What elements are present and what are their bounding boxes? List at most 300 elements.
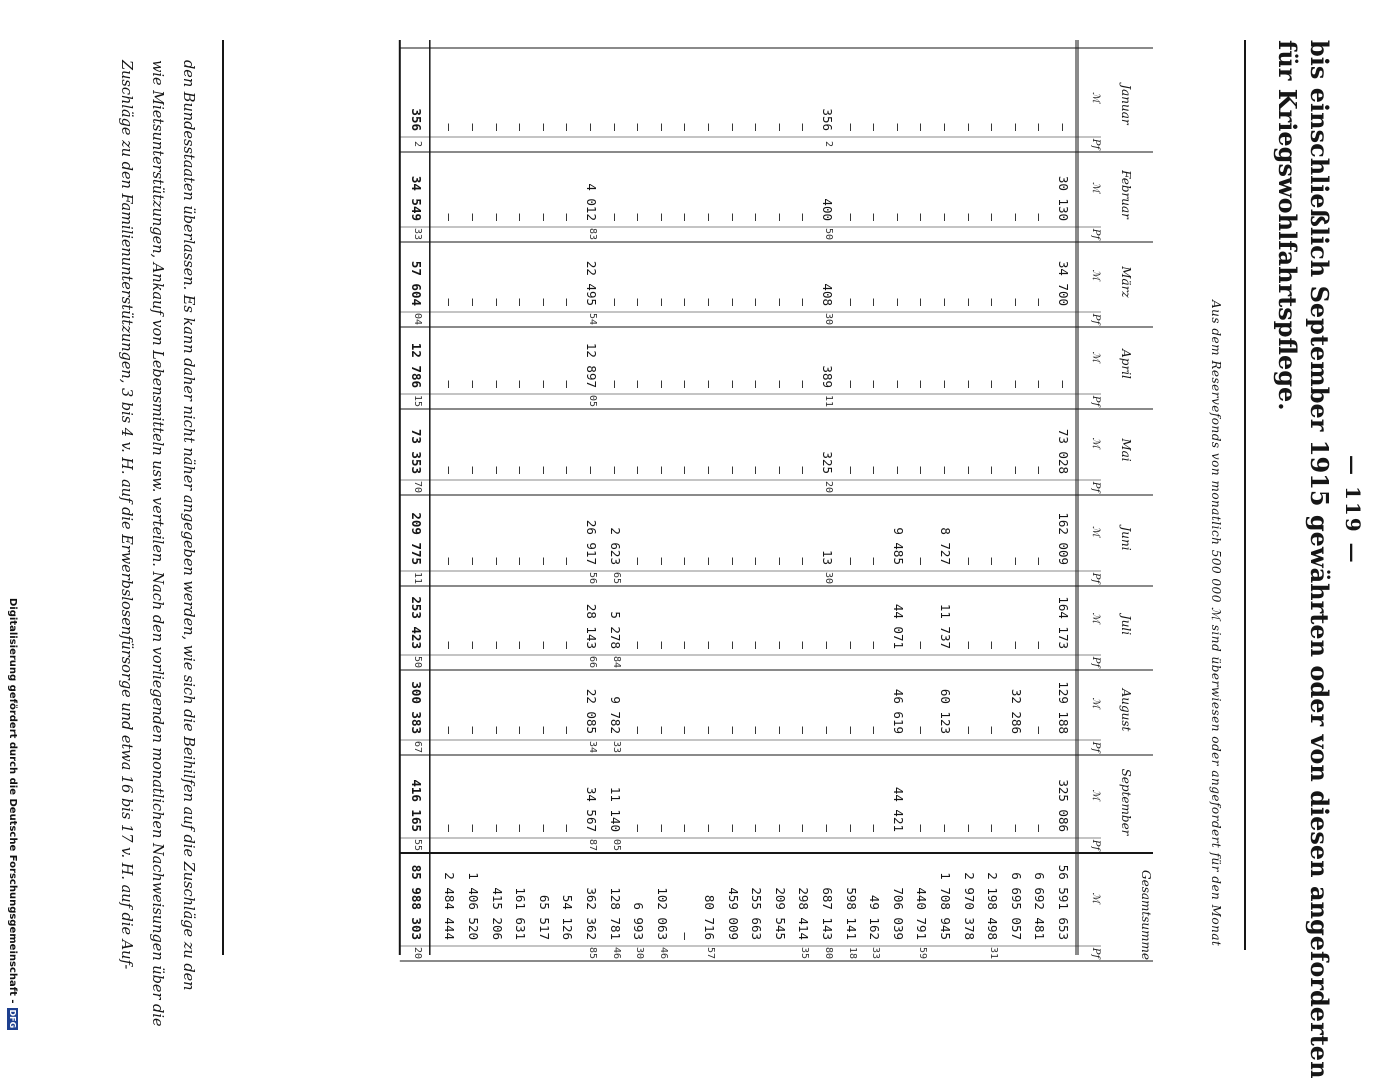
total-cell: 416 165	[408, 779, 424, 832]
table-cell: —	[890, 213, 906, 221]
month-header-5: Mai	[1119, 438, 1133, 462]
table-cell: —	[678, 932, 694, 940]
table-cell: —	[607, 123, 623, 131]
table-cell: —	[843, 213, 859, 221]
table-cell: —	[654, 380, 670, 388]
table-cell: 32 286	[1008, 688, 1024, 734]
table-cell: —	[961, 123, 977, 131]
table-cell: —	[702, 641, 717, 649]
table-cell-pf: 31	[988, 946, 1000, 960]
table-cell: —	[489, 380, 505, 388]
table-cell: —	[466, 641, 481, 649]
heading-line-1: bis einschließlich September 1915 gewährten oder von diesen angeforderten	[1305, 40, 1334, 1079]
table-cell: —	[678, 466, 694, 474]
table-cell: 129 188	[1056, 681, 1071, 734]
table-cell: —	[654, 123, 670, 131]
table-cell: —	[1032, 380, 1048, 388]
table-cell-pf: 84	[610, 655, 622, 669]
table-cell: —	[749, 380, 765, 388]
table-cell: 22 085	[584, 688, 599, 734]
table-cell: —	[961, 824, 977, 832]
table-cell: —	[536, 557, 552, 565]
table-cell: —	[867, 557, 883, 565]
table-cell: —	[725, 298, 741, 306]
table-cell: —	[466, 466, 481, 474]
table-cell: —	[843, 824, 859, 832]
table-cell: —	[867, 123, 883, 131]
table-cell: 356	[820, 108, 835, 131]
table-cell: 49 162	[867, 894, 883, 940]
table-cell: —	[654, 466, 670, 474]
table-cell: 11 140	[607, 786, 623, 832]
total-cell-pf: 67	[411, 740, 423, 754]
table-cell: —	[961, 726, 977, 734]
table-cell: —	[796, 123, 812, 131]
table-cell: —	[631, 466, 647, 474]
table-cell: —	[607, 466, 623, 474]
table-cell: —	[489, 726, 505, 734]
table-cell: —	[796, 298, 812, 306]
table-cell: —	[938, 466, 953, 474]
table-cell: —	[749, 298, 765, 306]
unit-pf: Pf	[1090, 138, 1101, 150]
table-cell: —	[1032, 726, 1048, 734]
unit-mark: ℳ	[1090, 351, 1101, 363]
table-cell: —	[796, 824, 812, 832]
table-cell: 22 495	[584, 260, 599, 306]
table-cell: —	[725, 123, 741, 131]
table-cell: 2 970 378	[961, 872, 977, 940]
table-cell: —	[678, 641, 694, 649]
month-header-6: Juni	[1119, 526, 1133, 551]
table-cell: —	[489, 213, 505, 221]
table-cell: —	[489, 466, 505, 474]
table-cell-pf: 35	[799, 946, 811, 960]
table-cell: —	[1008, 298, 1024, 306]
table-cell: —	[442, 726, 458, 734]
table-cell: 162 009	[1056, 512, 1071, 565]
table-cell: —	[513, 824, 529, 832]
unit-pf: Pf	[1090, 572, 1101, 584]
table-cell: —	[513, 726, 529, 734]
table-cell-pf: 59	[917, 946, 929, 960]
table-cell-pf: 54	[587, 312, 598, 326]
table-cell: —	[985, 298, 1001, 306]
table-cell: —	[560, 298, 576, 306]
table-cell: —	[631, 824, 647, 832]
unit-mark: ℳ	[1090, 92, 1101, 103]
table-cell-pf: 57	[705, 946, 716, 960]
table-cell: —	[772, 726, 788, 734]
table-cell: —	[772, 641, 788, 649]
table-cell: —	[772, 213, 788, 221]
table-cell: 128 781	[607, 887, 623, 940]
table-cell: —	[985, 123, 1001, 131]
table-cell: 46 619	[890, 688, 906, 734]
table-cell: 5 278	[607, 611, 623, 649]
table-cell: 9 782	[607, 696, 623, 734]
table-cell: 80 716	[702, 894, 717, 940]
table-cell: —	[607, 213, 623, 221]
total-cell: 300 383	[408, 681, 424, 734]
table-cell-pf: 11	[823, 394, 834, 408]
table-cell: —	[985, 641, 1001, 649]
table-cell: —	[843, 123, 859, 131]
table-cell: —	[938, 213, 953, 221]
table-cell: 102 063	[654, 887, 670, 940]
table-cell: —	[772, 380, 788, 388]
table-cell: —	[442, 466, 458, 474]
table-cell: —	[867, 824, 883, 832]
month-header-7: Juli	[1119, 614, 1133, 636]
total-cell: 34 549	[408, 175, 424, 221]
table-cell: 4 012	[584, 183, 599, 221]
table-cell: 362 362	[584, 887, 599, 940]
table-cell: 2 623	[607, 527, 623, 565]
table-cell: —	[442, 641, 458, 649]
table-cell: —	[749, 726, 765, 734]
table-cell: 56 591 653	[1056, 864, 1071, 940]
table-cell-pf: 18	[846, 946, 858, 960]
table-cell: —	[914, 726, 930, 734]
table-cell: —	[560, 726, 576, 734]
table-cell: 12 897	[584, 342, 599, 388]
unit-pf: Pf	[1090, 228, 1101, 240]
table-cell: 44 421	[890, 786, 906, 832]
table-cell: —	[631, 298, 647, 306]
table-cell: —	[466, 298, 481, 306]
table-cell: —	[914, 298, 930, 306]
table-cell: —	[513, 380, 529, 388]
table-cell: —	[678, 380, 694, 388]
table-cell: —	[489, 824, 505, 832]
table-cell-pf: 33	[610, 740, 622, 754]
table-cell: —	[536, 213, 552, 221]
table-cell: 34 567	[584, 786, 599, 832]
table-cell: —	[796, 726, 812, 734]
table-cell: —	[536, 298, 552, 306]
total-cell-pf: 70	[411, 480, 423, 494]
table-cell: —	[725, 466, 741, 474]
table-cell: —	[631, 557, 647, 565]
table-cell: —	[914, 466, 930, 474]
table-cell: —	[466, 213, 481, 221]
table-cell: —	[843, 466, 859, 474]
table-cell: —	[961, 466, 977, 474]
table-cell: —	[867, 298, 883, 306]
table-cell: —	[560, 213, 576, 221]
table-cell: —	[442, 380, 458, 388]
month-header-1: Januar	[1119, 84, 1133, 125]
table-cell: —	[631, 213, 647, 221]
unit-pf: Pf	[1090, 839, 1101, 851]
table-cell: —	[702, 298, 717, 306]
table-cell: 1 406 520	[466, 872, 481, 940]
unit-pf: Pf	[1090, 313, 1101, 325]
table-cell: —	[702, 557, 717, 565]
table-cell: —	[867, 380, 883, 388]
table-cell: —	[513, 213, 529, 221]
table-cell: —	[749, 557, 765, 565]
table-cell: 34 700	[1056, 260, 1071, 306]
table-cell: 164 173	[1056, 596, 1071, 649]
unit-mark: ℳ	[1090, 612, 1101, 624]
table-cell: —	[584, 466, 599, 474]
table-cell: —	[654, 641, 670, 649]
table-cell: —	[1008, 641, 1024, 649]
table-cell-pf: 30	[823, 571, 834, 585]
table-cell: —	[654, 726, 670, 734]
table-cell: —	[961, 298, 977, 306]
table-cell-pf: 30	[634, 946, 646, 960]
table-cell: —	[584, 123, 599, 131]
total-cell-pf: 50	[411, 655, 423, 669]
footnote-line-3: Zuschläge zu den Familienunterstützungen, 3 bis 4 v. H. auf die Erwerbslosenfürsorge und etwa 16 bis 17 v. H. auf die Auf-	[118, 60, 134, 970]
table-cell: —	[489, 123, 505, 131]
table-cell: —	[725, 726, 741, 734]
unit-pf: Pf	[1090, 481, 1101, 493]
table-cell-pf: 33	[870, 946, 882, 960]
table-cell: —	[725, 380, 741, 388]
unit-mark: ℳ	[1090, 789, 1101, 801]
month-header-2: Februar	[1119, 170, 1133, 219]
table-cell: —	[560, 380, 576, 388]
table-cell: —	[914, 213, 930, 221]
table-cell: 44 071	[890, 603, 906, 649]
table-cell: —	[772, 557, 788, 565]
unit-mark: ℳ	[1090, 526, 1101, 537]
table-cell: —	[466, 123, 481, 131]
table-cell: 687 143	[820, 887, 835, 940]
table-cell: —	[1056, 123, 1071, 131]
table-cell: —	[867, 641, 883, 649]
table-cell-pf: 05	[587, 394, 598, 408]
table-cell: —	[702, 726, 717, 734]
table-cell: —	[749, 641, 765, 649]
table-cell: —	[961, 213, 977, 221]
table-cell: —	[513, 123, 529, 131]
table-cell: —	[442, 557, 458, 565]
table-cell: —	[560, 641, 576, 649]
table-cell: —	[725, 557, 741, 565]
table-cell: —	[678, 123, 694, 131]
table-cell: —	[1032, 298, 1048, 306]
table-cell-pf: 66	[587, 655, 598, 669]
table-cell-pf: 46	[657, 946, 669, 960]
table-cell: —	[725, 641, 741, 649]
month-header-4: April	[1119, 349, 1133, 379]
table-cell-pf: 46	[610, 946, 622, 960]
table-cell: —	[702, 213, 717, 221]
table-cell: —	[961, 380, 977, 388]
page-number: — 119 —	[1341, 455, 1365, 565]
table-cell: 26 917	[584, 519, 599, 565]
table-cell: 28 143	[584, 603, 599, 649]
table-cell: —	[466, 557, 481, 565]
table-cell-pf: 20	[823, 480, 834, 494]
unit-pf: Pf	[1090, 741, 1101, 753]
table-cell: —	[631, 641, 647, 649]
table-cell: —	[843, 726, 859, 734]
total-cell: 73 353	[408, 428, 424, 474]
table-cell: —	[702, 466, 717, 474]
table-cell: —	[466, 380, 481, 388]
table-cell: —	[749, 466, 765, 474]
table-cell: 13	[820, 549, 835, 565]
table-cell-pf: 85	[587, 946, 598, 960]
table-cell-pf: 87	[587, 838, 598, 852]
table-cell: —	[725, 213, 741, 221]
table-cell: —	[1056, 380, 1071, 388]
table-cell: —	[772, 466, 788, 474]
table-cell: —	[749, 213, 765, 221]
table-cell: —	[1032, 641, 1048, 649]
table-cell: 73 028	[1056, 428, 1071, 474]
table-cell: —	[654, 824, 670, 832]
heading-line-2: für Kriegswohlfahrtspflege.	[1273, 40, 1302, 411]
total-cell: 253 423	[408, 596, 424, 649]
table-cell: —	[914, 123, 930, 131]
table-cell: —	[772, 298, 788, 306]
table-cell: 706 039	[890, 887, 906, 940]
table-cell: —	[466, 726, 481, 734]
table-cell: 459 009	[725, 887, 741, 940]
table-subheading: Aus dem Reservefonds von monatlich 500 000 ℳ sind überwiesen oder angefordert für den Monat	[1209, 300, 1223, 947]
table-cell: 209 545	[772, 887, 788, 940]
table-cell: —	[631, 726, 647, 734]
table-cell: —	[985, 380, 1001, 388]
table-cell-pf: 30	[823, 312, 834, 326]
table-cell: —	[772, 123, 788, 131]
table-cell: 1 708 945	[938, 872, 953, 940]
table-cell: —	[1008, 824, 1024, 832]
table-cell: —	[560, 824, 576, 832]
table-cell: —	[914, 641, 930, 649]
table-cell: 389	[820, 365, 835, 388]
table-cell: —	[796, 466, 812, 474]
table-cell: 408	[820, 283, 835, 306]
table-cell: —	[843, 380, 859, 388]
table-cell: —	[631, 123, 647, 131]
table-cell: 255 663	[749, 887, 765, 940]
table-cell: —	[1008, 466, 1024, 474]
unit-pf: Pf	[1090, 656, 1101, 668]
table-cell-pf: 83	[587, 227, 598, 241]
table-cell: —	[442, 824, 458, 832]
table-cell: —	[1032, 557, 1048, 565]
table-cell: —	[678, 298, 694, 306]
table-cell: —	[536, 726, 552, 734]
unit-pf: Pf	[1090, 947, 1101, 959]
table-cell: —	[1008, 557, 1024, 565]
table-cell: 8 727	[938, 527, 953, 565]
table-cell: 6 695 057	[1008, 872, 1024, 940]
table-cell: —	[678, 213, 694, 221]
table-cell: —	[1032, 466, 1048, 474]
table-cell: —	[796, 641, 812, 649]
table-cell: —	[536, 824, 552, 832]
table-cell-pf: 34	[587, 740, 598, 754]
table-cell: —	[536, 641, 552, 649]
table-cell: —	[843, 298, 859, 306]
table-cell: —	[654, 213, 670, 221]
table-cell: 325 086	[1056, 779, 1071, 832]
table-cell: —	[796, 213, 812, 221]
table-cell: —	[560, 466, 576, 474]
table-cell: —	[1008, 123, 1024, 131]
table-cell: 2 484 444	[442, 872, 458, 940]
total-cell-pf: 2	[411, 140, 423, 148]
table-cell: —	[536, 123, 552, 131]
table-cell-pf: 65	[610, 571, 622, 585]
table-cell: —	[985, 557, 1001, 565]
table-cell: —	[442, 123, 458, 131]
table-cell: —	[513, 641, 529, 649]
table-cell: 65 517	[536, 894, 552, 940]
table-cell: —	[678, 824, 694, 832]
total-cell: 12 786	[408, 342, 424, 388]
table-cell: 440 791	[914, 887, 930, 940]
table-cell: —	[890, 380, 906, 388]
table-cell: —	[985, 824, 1001, 832]
table-cell: —	[867, 466, 883, 474]
table-cell-pf: 80	[823, 946, 834, 960]
total-cell-pf: 20	[411, 946, 423, 960]
total-cell-pf: 15	[411, 394, 423, 408]
table-cell: 161 631	[513, 887, 529, 940]
table-cell: —	[654, 557, 670, 565]
table-cell: 325	[820, 451, 835, 474]
table-cell: —	[961, 557, 977, 565]
dfg-logo: DFG	[8, 1009, 17, 1029]
table-cell: —	[678, 557, 694, 565]
gesamtsumme-header: Gesamtsumme	[1139, 870, 1153, 960]
table-cell: —	[654, 298, 670, 306]
total-cell: 356	[408, 108, 424, 131]
unit-mark: ℳ	[1090, 697, 1101, 709]
footnote-line-2: wie Mietsunterstützungen, Ankauf von Lebensmitteln usw. verteilen. Nach den vorliegenden monatlichen Nachweisungen über die	[149, 60, 165, 1027]
table-cell: 6 692 481	[1032, 872, 1048, 940]
table-cell: —	[867, 726, 883, 734]
table-cell: —	[820, 641, 835, 649]
total-cell-pf: 11	[411, 571, 423, 585]
table-cell: —	[725, 824, 741, 832]
table-cell: —	[867, 213, 883, 221]
table-cell: —	[560, 123, 576, 131]
month-header-3: März	[1119, 266, 1133, 298]
table-cell: 400	[820, 198, 835, 221]
table-cell: —	[1008, 380, 1024, 388]
table-cell-pf: 50	[823, 227, 834, 241]
table-cell: —	[607, 380, 623, 388]
table-cell-pf: 56	[587, 571, 598, 585]
table-cell: —	[820, 726, 835, 734]
footnote-line-1: den Bundesstaaten überlassen. Es kann daher nicht näher angegeben werden, wie sich die Beihilfen auf die Zuschläge zu den	[180, 60, 196, 991]
table-cell: —	[1032, 824, 1048, 832]
table-cell: 60 123	[938, 688, 953, 734]
table-cell: —	[890, 123, 906, 131]
table-cell: —	[796, 380, 812, 388]
table-cell: —	[442, 213, 458, 221]
table-cell: —	[489, 298, 505, 306]
table-cell: —	[442, 298, 458, 306]
table-cell: 415 206	[489, 887, 505, 940]
table-cell: —	[702, 380, 717, 388]
credit-text: Digitalisierung gefördert durch die Deutsche Forschungsgemeinschaft -	[7, 598, 18, 1004]
table-cell: —	[607, 298, 623, 306]
table-cell: —	[489, 641, 505, 649]
table-cell: —	[914, 380, 930, 388]
